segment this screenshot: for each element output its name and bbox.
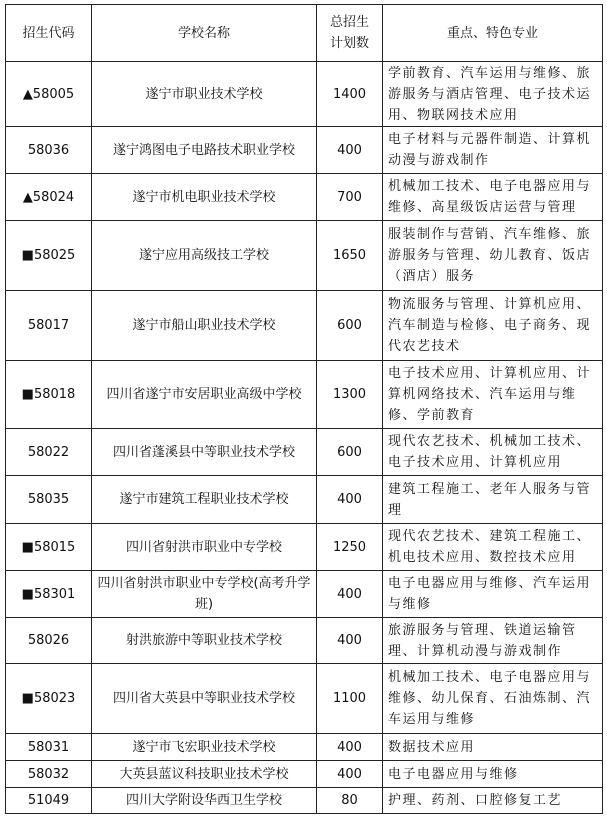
school-code: 58022 [6, 429, 92, 476]
school-name: 大英县蓝议科技职业技术学校 [92, 761, 317, 788]
school-code: 58017 [6, 291, 92, 361]
school-name: 遂宁应用高级技工学校 [92, 221, 317, 291]
table-row [6, 361, 603, 429]
table-row [6, 524, 603, 571]
table-row [6, 429, 603, 476]
school-name: 四川大学附设华西卫生学校 [92, 788, 317, 814]
table-row [6, 664, 603, 734]
school-code: 58026 [6, 618, 92, 664]
school-code: ■58018 [6, 361, 92, 429]
enrollment-plan: 1250 [317, 524, 383, 571]
key-majors: 电子电器应用与维修、汽车运用与维修 [383, 571, 603, 618]
table-row [6, 174, 603, 221]
enrollment-table-container [5, 4, 603, 814]
enrollment-plan: 400 [317, 127, 383, 174]
school-code: 51049 [6, 788, 92, 814]
key-majors: 物流服务与管理、计算机应用、汽车制造与检修、电子商务、现代农艺技术 [383, 291, 603, 361]
header-row [6, 5, 603, 62]
school-name: 遂宁鸿图电子电路技术职业学校 [92, 127, 317, 174]
school-code: 58035 [6, 476, 92, 524]
enrollment-plan: 400 [317, 476, 383, 524]
table-row [6, 127, 603, 174]
key-majors: 护理、药剂、口腔修复工艺 [383, 788, 603, 814]
header-major: 重点、特色专业 [383, 5, 603, 62]
enrollment-plan: 400 [317, 618, 383, 664]
school-name: 遂宁市机电职业技术学校 [92, 174, 317, 221]
school-name: 四川省蓬溪县中等职业技术学校 [92, 429, 317, 476]
key-majors: 旅游服务与管理、铁道运输管理、计算机动漫与游戏制作 [383, 618, 603, 664]
enrollment-plan: 400 [317, 761, 383, 788]
school-name: 四川省射洪市职业中专学校 [92, 524, 317, 571]
header-plan-line1: 总招生 [329, 15, 369, 30]
school-code: ■58301 [6, 571, 92, 618]
school-name: 遂宁市建筑工程职业技术学校 [92, 476, 317, 524]
table-row [6, 62, 603, 127]
school-code: ■58023 [6, 664, 92, 734]
school-code: 58031 [6, 734, 92, 761]
school-code: ■58015 [6, 524, 92, 571]
table-row [6, 734, 603, 761]
key-majors: 电子技术应用、计算机应用、计算机网络技术、汽车运用与维修、学前教育 [383, 361, 603, 429]
school-name: 四川省射洪市职业中专学校(高考升学班) [92, 571, 317, 618]
table-row [6, 571, 603, 618]
school-code: 58032 [6, 761, 92, 788]
table-row [6, 618, 603, 664]
table-row [6, 221, 603, 291]
key-majors: 学前教育、汽车运用与维修、旅游服务与酒店管理、电子技术运用、物联网技术应用 [383, 62, 603, 127]
key-majors: 现代农艺技术、机械加工技术、电子技术应用、计算机应用 [383, 429, 603, 476]
enrollment-plan: 400 [317, 734, 383, 761]
key-majors: 数据技术应用 [383, 734, 603, 761]
table-row [6, 476, 603, 524]
enrollment-table [5, 4, 603, 814]
enrollment-plan: 80 [317, 788, 383, 814]
school-name: 遂宁市船山职业技术学校 [92, 291, 317, 361]
key-majors: 机械加工技术、电子电器应用与维修、幼儿保育、石油炼制、汽车运用与维修 [383, 664, 603, 734]
school-code: 58036 [6, 127, 92, 174]
table-row [6, 761, 603, 788]
school-name: 四川省大英县中等职业技术学校 [92, 664, 317, 734]
enrollment-plan: 400 [317, 571, 383, 618]
enrollment-plan: 600 [317, 429, 383, 476]
key-majors: 建筑工程施工、老年人服务与管理 [383, 476, 603, 524]
school-code: ■58025 [6, 221, 92, 291]
enrollment-plan: 1650 [317, 221, 383, 291]
key-majors: 现代农艺技术、建筑工程施工、机电技术应用、数控技术应用 [383, 524, 603, 571]
key-majors: 服装制作与营销、汽车维修、旅游服务与管理、幼儿教育、饭店（酒店）服务 [383, 221, 603, 291]
enrollment-plan: 1300 [317, 361, 383, 429]
table-row [6, 291, 603, 361]
enrollment-plan: 600 [317, 291, 383, 361]
key-majors: 机械加工技术、电子电器应用与维修、高星级饭店运营与管理 [383, 174, 603, 221]
header-plan-line2: 计划数 [329, 36, 369, 51]
school-name: 遂宁市飞宏职业技术学校 [92, 734, 317, 761]
school-code: ▲58024 [6, 174, 92, 221]
header-school-name: 学校名称 [92, 5, 317, 62]
key-majors: 电子材料与元器件制造、计算机动漫与游戏制作 [383, 127, 603, 174]
key-majors: 电子电器应用与维修 [383, 761, 603, 788]
header-code: 招生代码 [6, 5, 92, 62]
school-name: 遂宁市职业技术学校 [92, 62, 317, 127]
header-plan [317, 5, 383, 62]
enrollment-plan: 1400 [317, 62, 383, 127]
school-name: 四川省遂宁市安居职业高级中学校 [92, 361, 317, 429]
school-code: ▲58005 [6, 62, 92, 127]
enrollment-plan: 700 [317, 174, 383, 221]
school-name: 射洪旅游中等职业技术学校 [92, 618, 317, 664]
enrollment-plan: 1100 [317, 664, 383, 734]
table-row [6, 788, 603, 814]
